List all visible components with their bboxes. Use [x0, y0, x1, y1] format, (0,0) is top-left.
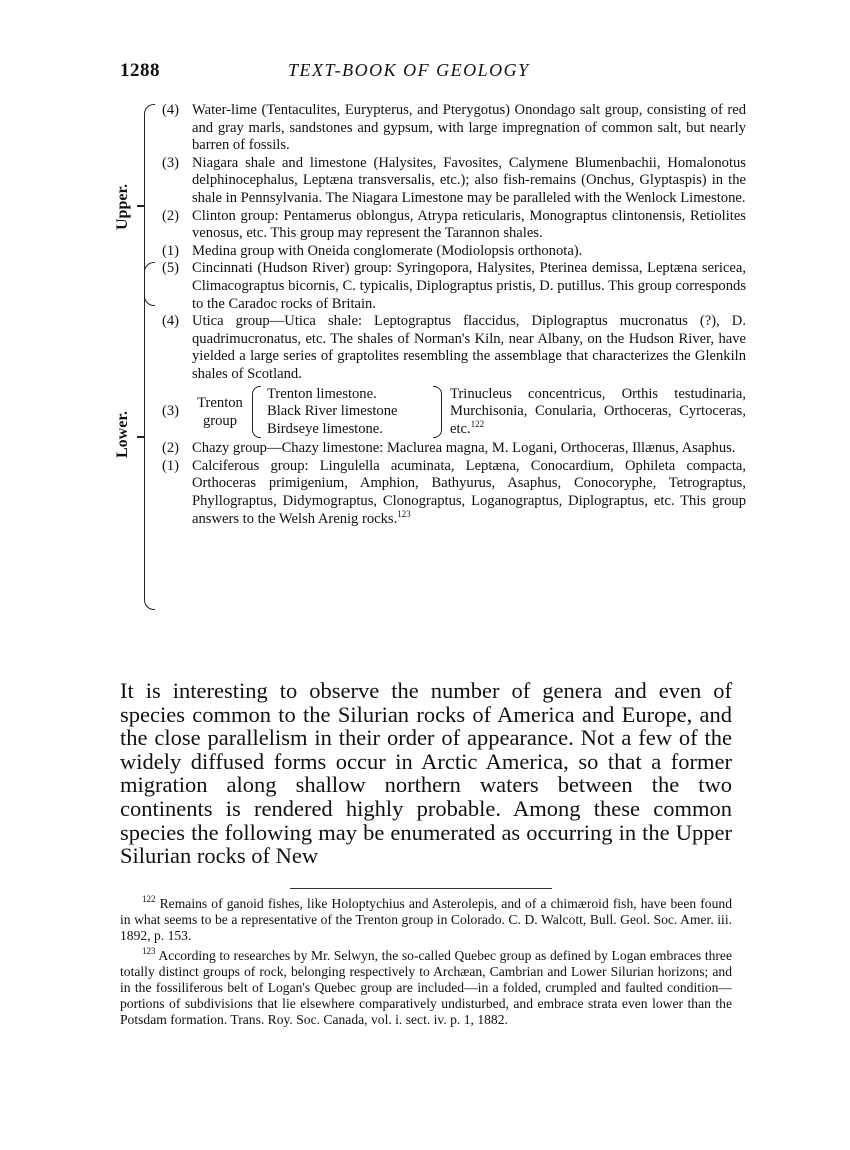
trenton-formation: Trenton limestone.: [267, 385, 377, 402]
trenton-left-brace: [252, 386, 261, 439]
trenton-fossils-text: Trinucleus concentricus, Orthis testudinaria, Murchisonia, Conularia, Orthoceras, Cyrtoceras, etc.: [450, 385, 746, 437]
trenton-formation: Black River limestone: [267, 403, 398, 420]
entry-number: (4): [162, 102, 180, 118]
footnote-number: 123: [142, 945, 156, 956]
entry-text-body: Calciferous group: Lingulella acuminata, Leptæna, Conocardium, Ophileta compacta, Orthoceras primigenium, Amphion, Bathyurus, Asaphus, Conocoryphe, Tetrograptus, Phyllograptus, Didymograptus, Clonograptus, Loganograptus, Diplograptus, etc. This group answers to the Welsh Arenig rocks.: [192, 457, 746, 527]
entry-text: Medina group with Oneida conglomerate (Modiolopsis orthonota).: [192, 242, 583, 259]
division-label-lower: Lower.: [114, 411, 131, 459]
entry-number: (1): [162, 457, 180, 474]
entry-text: Clinton group: Pentamerus oblongus, Atrypa reticularis, Monograptus clintonensis, Retiolites venosus, etc. This group may represent the Tarannon shales.: [192, 207, 746, 242]
lower-entries: [162, 260, 746, 528]
trenton-name-line1: Trenton: [197, 394, 243, 411]
footnote: [120, 945, 732, 1029]
body-paragraph: It is interesting to observe the number of genera and even of species common to the Silurian rocks of America and Europe, and the close parallelism in their order of appearance. Not a few of the widely diffused forms occur in Arctic America, so that a former migration along shallow northern waters between the two continents is rendered highly probable. Among these common species the following may be enumerated as occurring in the Upper Silurian rocks of New: [120, 678, 732, 869]
entry-number: (2): [162, 440, 180, 457]
trenton-group-name: [192, 394, 248, 430]
entry-number: (3): [162, 403, 180, 420]
division-label-upper: Upper.: [114, 183, 131, 231]
stratum-entry: [162, 208, 746, 243]
trenton-group-entry: [162, 386, 746, 439]
page-number: 1288: [120, 60, 160, 81]
stratum-entry: [162, 458, 746, 528]
trenton-formation: Birdseye limestone.: [267, 420, 383, 437]
entry-number: (3): [162, 154, 180, 171]
footnote: [120, 896, 732, 945]
entry-text: Niagara shale and limestone (Halysites, Favosites, Calymene Blumenbachii, Homalonotus delphinocephalus, Leptæna transversalis, etc.); also fish-remains (Onchus, Glyptaspis) in the shale in Pennsylvania. The Niagara Limestone may be paralleled with the Wenlock Limestone.: [192, 154, 746, 206]
entry-text: Cincinnati (Hudson River) group: Syringopora, Halysites, Pterinea demissa, Leptæna sericea, Climacograptus bicornis, C. typicalis, Diplograptus pristis, D. putillus. This group corresponds to the Caradoc rocks of Britain.: [192, 260, 746, 312]
stratum-entry: [162, 155, 746, 208]
running-head: [120, 60, 732, 84]
footnote-ref[interactable]: 123: [397, 508, 411, 519]
book-title: TEXT-BOOK OF GEOLOGY: [288, 60, 530, 80]
upper-division: [106, 102, 746, 260]
stratigraphic-table: [106, 102, 746, 528]
stratum-entry: [162, 243, 746, 261]
stratum-entry: [162, 102, 746, 155]
entry-text: [192, 458, 746, 528]
lower-brace: [144, 262, 155, 610]
footnotes: [120, 896, 732, 1032]
footnote-divider: [290, 888, 552, 889]
lower-division: [106, 260, 746, 528]
stratum-entry: [162, 440, 746, 458]
entry-number: (1): [162, 242, 180, 259]
footnote-text: Remains of ganoid fishes, like Holoptychius and Asterolepis, and of a chimæroid fish, have been found in what seems to be a representative of the Trenton group in Colorado. C. D. Walcott, Bull. Geol. Soc. Amer. iii. 1892, p. 153.: [120, 896, 732, 944]
entry-number: (4): [162, 313, 180, 330]
entry-number: (5): [162, 260, 180, 277]
entry-text: Utica group—Utica shale: Leptograptus flaccidus, Diplograptus mucronatus (?), D. quadrimucronatus, etc. The shales of Norman's Kiln, near Albany, on the Hudson River, have yielded a large series of graptolites resembling the assemblage that characterizes the Glenkiln shales of Scotland.: [192, 313, 746, 382]
footnote-ref[interactable]: 122: [470, 418, 485, 429]
entry-text: Water-lime (Tentaculites, Eurypterus, and Pterygotus) Onondago salt group, consisting of red and gray marls, sandstones and gypsum, with large impregnation of common salt, but nearly barren of fossils.: [192, 102, 746, 154]
footnote-number: 122: [142, 894, 156, 904]
footnote-text: According to researches by Mr. Selwyn, the so-called Quebec group as defined by Logan embraces three totally distinct groups of rock, belonging respectively to Archæan, Cambrian and Lower Silurian horizons; and in the fossiliferous belt of Logan's Quebec group are included—in a folded, crumpled and faulted condition—portions of subdivisions that lie elsewhere comparatively undisturbed, and embrace strata even lower than the Potsdam formation. Trans. Roy. Soc. Canada, vol. i. sect. iv. p. 1, 1882.: [120, 947, 732, 1028]
trenton-formation-list: [267, 386, 427, 439]
trenton-right-brace: [433, 386, 442, 439]
upper-entries: [162, 102, 746, 260]
entry-number: (2): [162, 207, 180, 224]
trenton-name-line2: group: [202, 412, 238, 429]
trenton-fossils: [450, 386, 746, 439]
entry-text: Chazy group—Chazy limestone: Maclurea magna, M. Logani, Orthoceras, Illænus, Asaphus.: [192, 440, 736, 457]
stratum-entry: [162, 313, 746, 383]
stratum-entry: [162, 260, 746, 313]
